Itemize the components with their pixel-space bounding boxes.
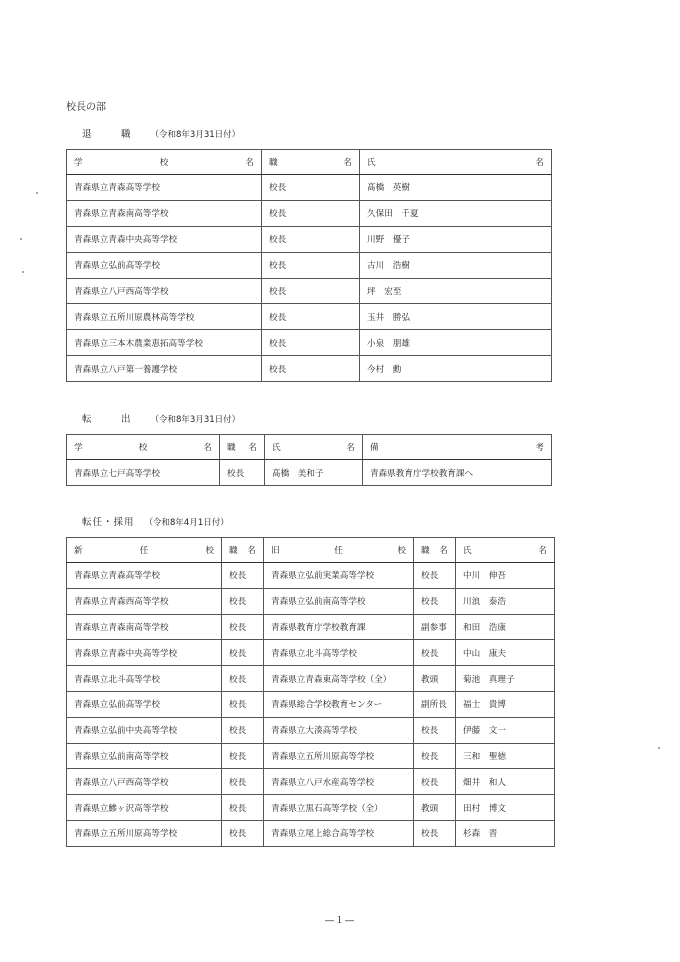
retirement-date: （令和8年3月31日付）	[150, 130, 241, 140]
name-cell: 久保田 千夏	[360, 200, 552, 226]
old-position-cell: 校長	[414, 717, 456, 743]
old-school-cell: 青森県立尾上総合高等学校	[264, 820, 414, 846]
position-cell: 校長	[262, 175, 360, 201]
old-school-cell: 青森県立大湊高等学校	[264, 717, 414, 743]
table-row	[67, 588, 555, 614]
position-cell: 校長	[262, 356, 360, 382]
column-header	[67, 150, 262, 175]
new-school-cell: 青森県立鰺ヶ沢高等学校	[67, 795, 222, 821]
new-school-cell: 青森県立青森南高等学校	[67, 614, 222, 640]
position-cell: 校長	[262, 200, 360, 226]
table-row	[67, 200, 552, 226]
column-header-text: 旧 任 校	[271, 546, 406, 556]
old-school-cell: 青森県立青森東高等学校（全）	[264, 666, 414, 692]
table-row	[67, 795, 555, 821]
position-cell: 校長	[262, 330, 360, 356]
table-row	[67, 640, 555, 666]
position-cell: 校長	[262, 252, 360, 278]
name-cell: 和田 浩康	[456, 614, 555, 640]
note-cell: 青森県教育庁学校教育課へ	[363, 460, 552, 486]
new-position-cell: 校長	[222, 614, 264, 640]
column-header	[456, 538, 555, 563]
column-header	[222, 538, 264, 563]
column-header	[67, 435, 220, 460]
retirement-label: 退 職	[82, 129, 141, 140]
table-header-row	[67, 150, 552, 175]
old-school-cell: 青森県立弘前実業高等学校	[264, 563, 414, 589]
new-school-cell: 青森県立五所川原高等学校	[67, 820, 222, 846]
name-cell: 髙橋 英樹	[360, 175, 552, 201]
table-header-row	[67, 435, 552, 460]
name-cell: 古川 浩樹	[360, 252, 552, 278]
position-cell: 校長	[262, 278, 360, 304]
position-cell: 校長	[262, 226, 360, 252]
retirement-table	[66, 149, 552, 382]
name-cell: 川野 優子	[360, 226, 552, 252]
table-row	[67, 356, 552, 382]
old-position-cell: 教頭	[414, 795, 456, 821]
document-title: 校長の部	[66, 102, 106, 113]
old-school-cell: 青森県立八戸水産高等学校	[264, 769, 414, 795]
table-row	[67, 460, 552, 486]
old-position-cell: 校長	[414, 743, 456, 769]
name-cell: 坪 宏至	[360, 278, 552, 304]
table-row	[67, 278, 552, 304]
column-header-text: 氏 名	[463, 546, 547, 556]
school-cell: 青森県立三本木農業恵拓高等学校	[67, 330, 262, 356]
school-cell: 青森県立青森中央高等学校	[67, 226, 262, 252]
name-cell: 中山 康夫	[456, 640, 555, 666]
table-row	[67, 175, 552, 201]
old-school-cell: 青森県立黒石高等学校（全）	[264, 795, 414, 821]
old-position-cell: 校長	[414, 640, 456, 666]
new-school-cell: 青森県立青森西高等学校	[67, 588, 222, 614]
appointment-table	[66, 537, 555, 847]
school-cell: 青森県立青森高等学校	[67, 175, 262, 201]
new-school-cell: 青森県立弘前中央高等学校	[67, 717, 222, 743]
new-school-cell: 青森県立北斗高等学校	[67, 666, 222, 692]
new-position-cell: 校長	[222, 691, 264, 717]
column-header-text: 学 校 名	[74, 158, 254, 168]
column-header-text: 氏 名	[272, 443, 355, 453]
table-row	[67, 717, 555, 743]
table-row	[67, 820, 555, 846]
name-cell: 玉井 勝弘	[360, 304, 552, 330]
table-row	[67, 614, 555, 640]
new-school-cell: 青森県立弘前高等学校	[67, 691, 222, 717]
column-header-text: 職 名	[227, 443, 257, 453]
school-cell: 青森県立弘前高等学校	[67, 252, 262, 278]
position-cell: 校長	[262, 304, 360, 330]
column-header-text: 新 任 校	[74, 546, 214, 556]
name-cell: 菊池 真理子	[456, 666, 555, 692]
name-cell: 中川 伸吾	[456, 563, 555, 589]
name-cell: 三和 聖徳	[456, 743, 555, 769]
name-cell: 今村 勳	[360, 356, 552, 382]
column-header	[265, 435, 363, 460]
old-school-cell: 青森県立北斗高等学校	[264, 640, 414, 666]
old-position-cell: 校長	[414, 769, 456, 795]
appointment-label: 転任・採用	[82, 517, 135, 528]
old-school-cell: 青森県教育庁学校教育課	[264, 614, 414, 640]
table-row	[67, 226, 552, 252]
name-cell: 畑井 和人	[456, 769, 555, 795]
table-row	[67, 691, 555, 717]
appointment-heading	[82, 514, 229, 528]
name-cell: 髙橋 美和子	[265, 460, 363, 486]
old-school-cell: 青森県立弘前南高等学校	[264, 588, 414, 614]
old-school-cell: 青森県総合学校教育センター	[264, 691, 414, 717]
school-cell: 青森県立五所川原農林高等学校	[67, 304, 262, 330]
column-header	[220, 435, 265, 460]
old-position-cell: 副所長	[414, 691, 456, 717]
table-row	[67, 666, 555, 692]
school-cell: 青森県立青森南高等学校	[67, 200, 262, 226]
new-school-cell: 青森県立青森中央高等学校	[67, 640, 222, 666]
column-header	[363, 435, 552, 460]
new-position-cell: 校長	[222, 820, 264, 846]
column-header	[67, 538, 222, 563]
new-position-cell: 校長	[222, 717, 264, 743]
name-cell: 小泉 朋雄	[360, 330, 552, 356]
scan-speck	[36, 192, 38, 194]
scan-speck	[20, 238, 22, 240]
new-school-cell: 青森県立弘前南高等学校	[67, 743, 222, 769]
column-header-text: 学 校 名	[74, 443, 212, 453]
school-cell: 青森県立八戸第一養護学校	[67, 356, 262, 382]
new-school-cell: 青森県立青森高等学校	[67, 563, 222, 589]
column-header-text: 職 名	[421, 546, 448, 556]
column-header	[262, 150, 360, 175]
new-position-cell: 校長	[222, 743, 264, 769]
old-school-cell: 青森県立五所川原高等学校	[264, 743, 414, 769]
column-header	[414, 538, 456, 563]
new-position-cell: 校長	[222, 795, 264, 821]
retirement-heading	[82, 126, 240, 140]
position-cell: 校長	[220, 460, 265, 486]
transfer-out-heading	[82, 411, 240, 425]
scan-speck	[658, 747, 660, 749]
table-row	[67, 769, 555, 795]
new-position-cell: 校長	[222, 588, 264, 614]
column-header-text: 職 名	[269, 158, 352, 168]
school-cell: 青森県立七戸高等学校	[67, 460, 220, 486]
column-header	[360, 150, 552, 175]
new-position-cell: 校長	[222, 769, 264, 795]
school-cell: 青森県立八戸西高等学校	[67, 278, 262, 304]
new-school-cell: 青森県立八戸西高等学校	[67, 769, 222, 795]
name-cell: 福士 貴博	[456, 691, 555, 717]
table-row	[67, 743, 555, 769]
name-cell: 田村 博文	[456, 795, 555, 821]
page-number: ―１―	[324, 916, 355, 926]
transfer-out-label: 転 出	[82, 414, 141, 425]
transfer-out-table	[66, 434, 552, 486]
table-row	[67, 304, 552, 330]
table-row	[67, 330, 552, 356]
new-position-cell: 校長	[222, 666, 264, 692]
column-header-text: 職 名	[229, 546, 256, 556]
name-cell: 杉森 晋	[456, 820, 555, 846]
new-position-cell: 校長	[222, 640, 264, 666]
column-header	[264, 538, 414, 563]
old-position-cell: 教頭	[414, 666, 456, 692]
column-header-text: 氏 名	[367, 158, 544, 168]
old-position-cell: 副参事	[414, 614, 456, 640]
old-position-cell: 校長	[414, 588, 456, 614]
appointment-date: （令和8年4月1日付）	[144, 518, 229, 528]
table-row	[67, 563, 555, 589]
old-position-cell: 校長	[414, 820, 456, 846]
column-header-text: 備 考	[370, 443, 544, 453]
table-row	[67, 252, 552, 278]
old-position-cell: 校長	[414, 563, 456, 589]
scan-speck	[22, 271, 24, 273]
name-cell: 川浪 泰浩	[456, 588, 555, 614]
new-position-cell: 校長	[222, 563, 264, 589]
name-cell: 伊藤 文一	[456, 717, 555, 743]
table-header-row	[67, 538, 555, 563]
transfer-out-date: （令和8年3月31日付）	[150, 415, 241, 425]
